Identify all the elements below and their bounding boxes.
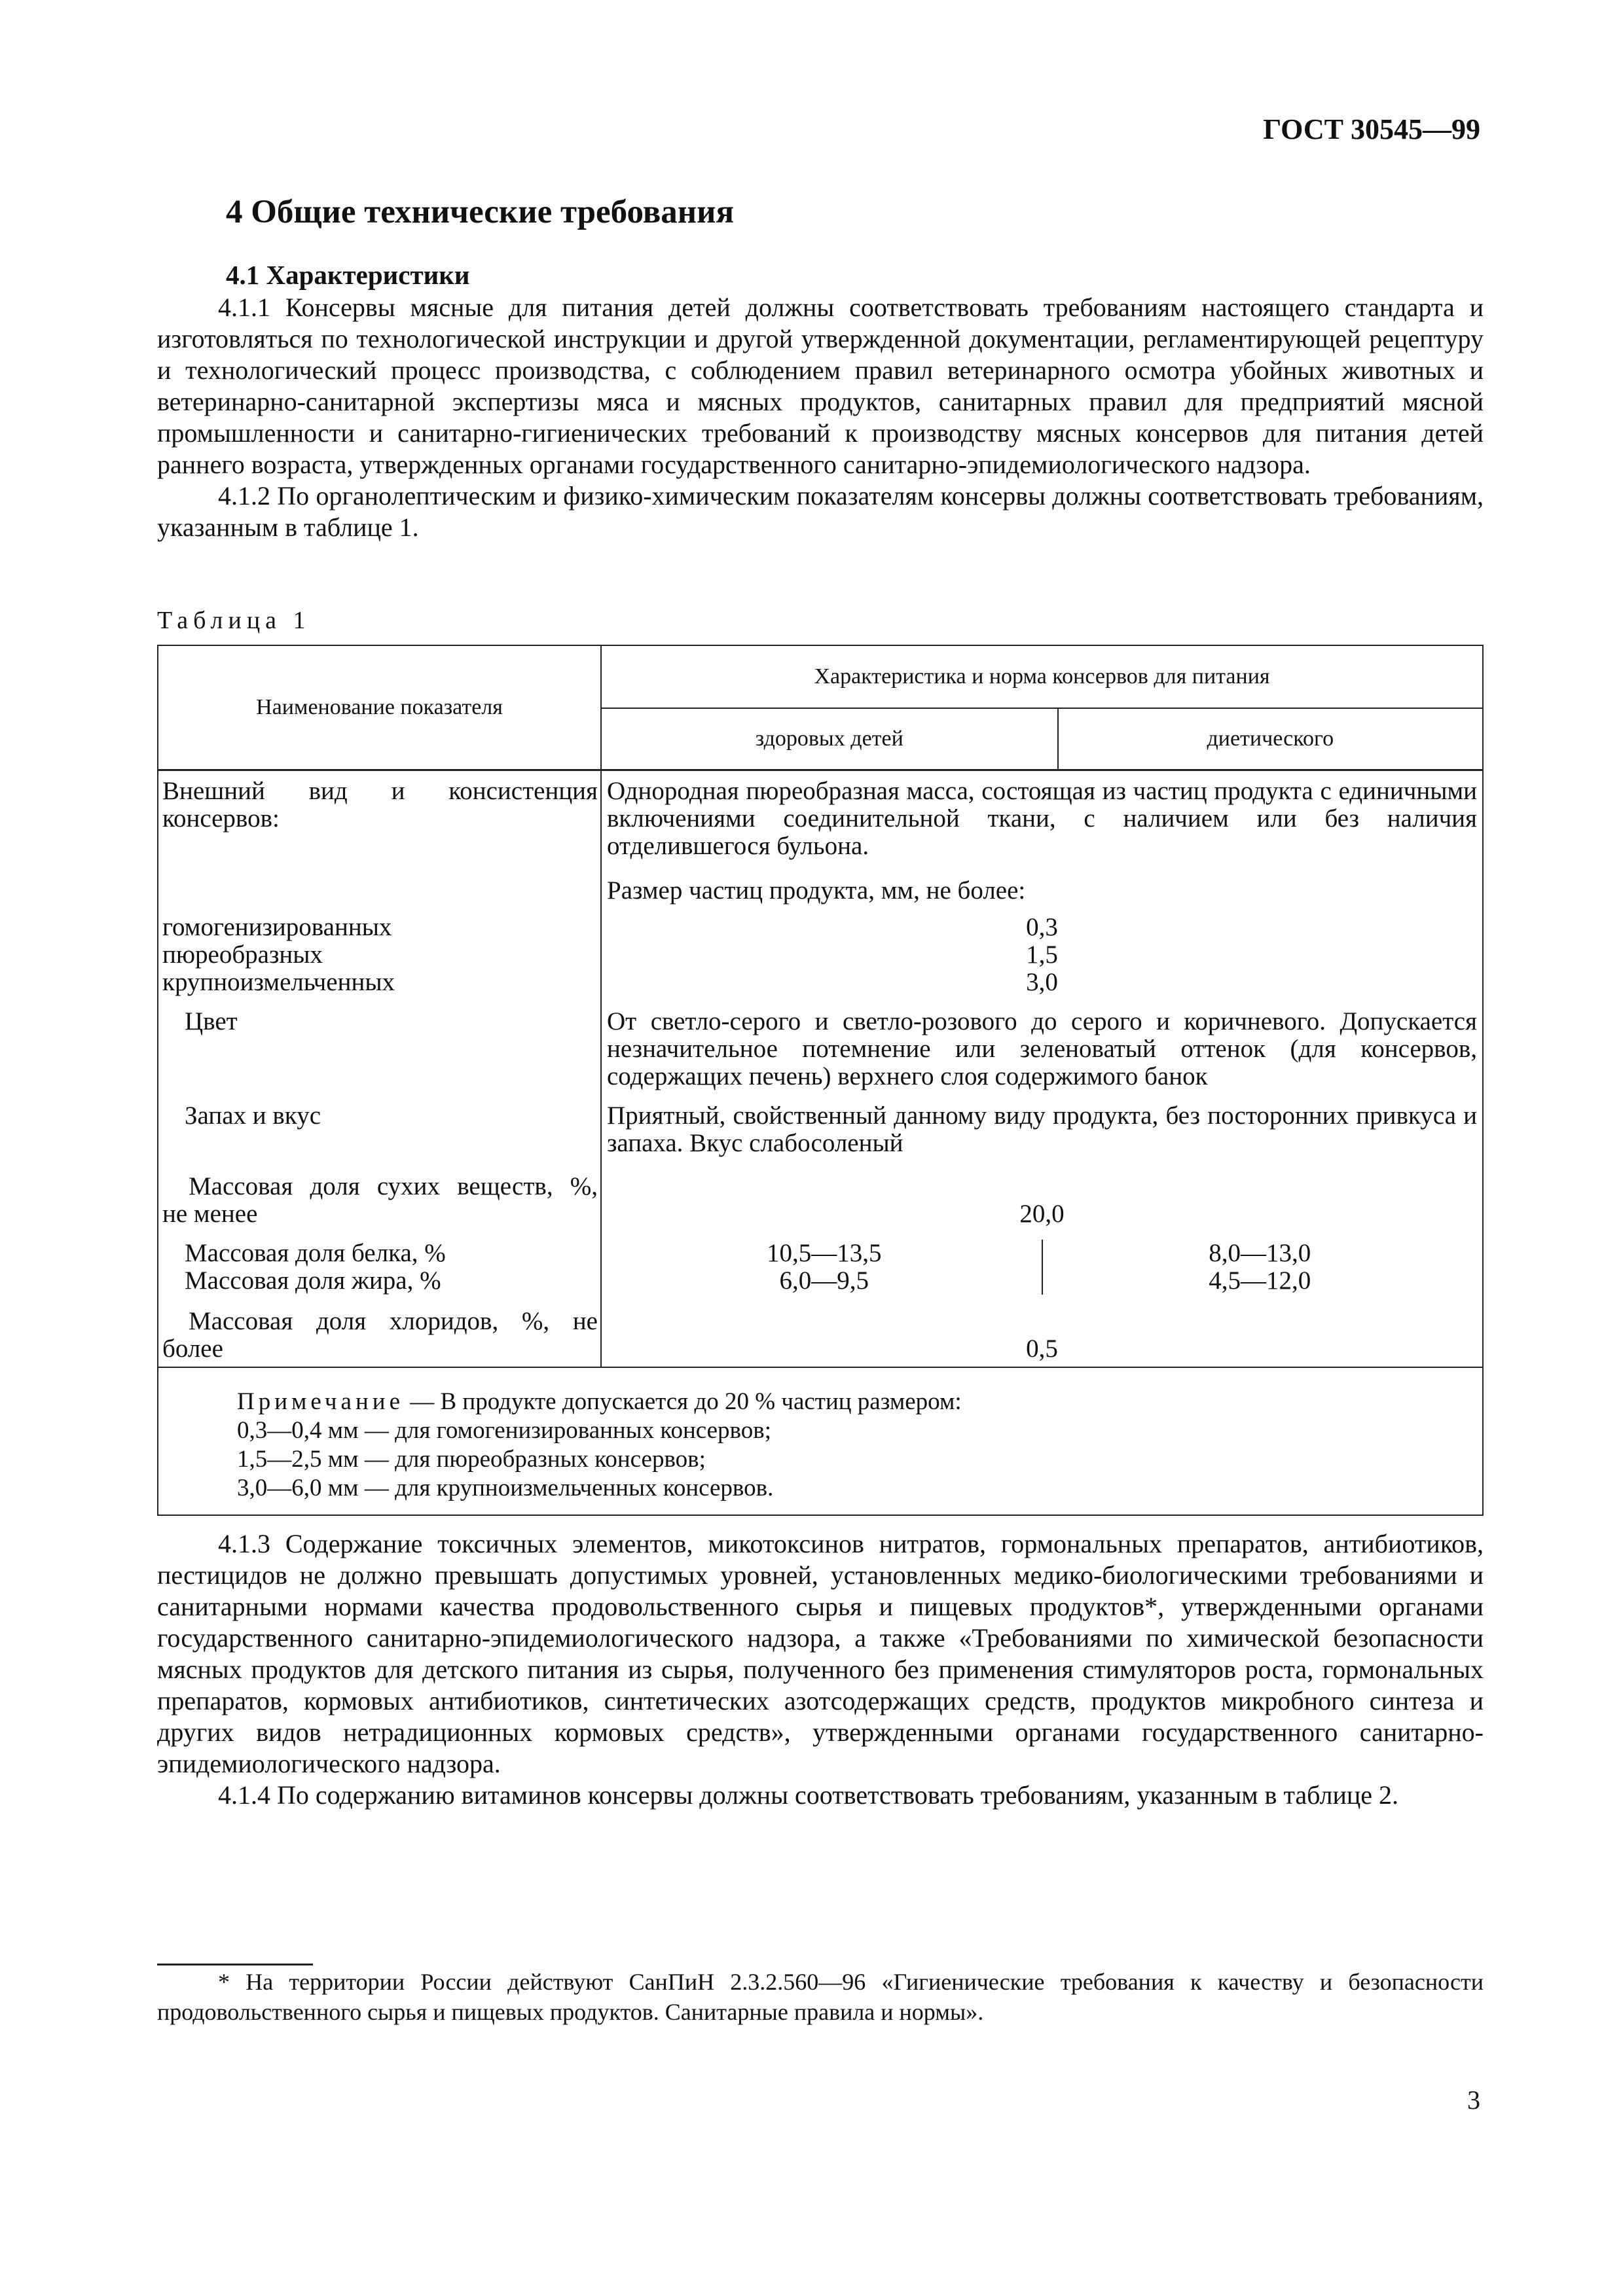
row-label-coarse: крупноизмельченных: [158, 969, 601, 996]
table-row: [158, 905, 1483, 941]
fat-healthy-value: 6,0—9,5: [779, 1266, 869, 1295]
intro-paragraphs: [157, 292, 1484, 543]
document-code: ГОСТ 30545—99: [1263, 113, 1480, 145]
row-label-puree: пюреобразных: [158, 941, 601, 969]
table-row: [158, 996, 1483, 1090]
row-label-dry-matter-line2: не менее: [162, 1200, 258, 1228]
table-note: [158, 1367, 1483, 1515]
row-label-homogenized: гомогенизированных: [158, 905, 601, 941]
note-title: Примечание: [237, 1388, 404, 1415]
section-title: 4 Общие технические требования: [226, 194, 735, 230]
table-row: [158, 1090, 1483, 1157]
subsection-title: 4.1 Характеристики: [226, 260, 470, 290]
table-row: [158, 770, 1483, 861]
row-value-homogenized: 0,3: [601, 905, 1483, 941]
protein-healthy-value: 10,5—13,5: [767, 1239, 882, 1267]
header-healthy-children: здоровых детей: [601, 708, 1058, 770]
row-value-taste: Приятный, свойственный данному виду продукта, без посторонних привкуса и запаха. Вкус слабосоленый: [601, 1090, 1483, 1157]
row-label-taste: Запах и вкус: [158, 1090, 601, 1157]
table-row: [158, 969, 1483, 996]
table-row: [158, 860, 1483, 905]
note-item-3: 3,0—6,0 мм — для крупноизмельченных консервов.: [237, 1475, 774, 1501]
body-paragraphs: [157, 1528, 1484, 1811]
row-value-chlorides: 0,5: [601, 1295, 1483, 1367]
row-value-coarse: 3,0: [601, 969, 1483, 996]
row-label-dry-matter-line1: Массовая доля сухих веществ, %,: [189, 1172, 598, 1200]
row-value-appearance: Однородная пюреобразная масса, состоящая из частиц продукта с единичными включениями соединительной ткани, с наличием или без наличия отделившегося бульона.: [601, 770, 1483, 861]
row-label-appearance: Внешний вид и консистенция консервов:: [158, 770, 601, 861]
table-row: [158, 1157, 1483, 1228]
table-row: [158, 941, 1483, 969]
protein-diet-value: 8,0—13,0: [1209, 1239, 1311, 1267]
row-label-protein: Массовая доля белка, %: [185, 1239, 446, 1267]
row-label-color: Цвет: [158, 996, 601, 1090]
footnote: * На территории России действуют СанПиН 2.3.2.560—96 «Гигиенические требования к качеству и безопасности продовольственного сырья и пищевых продуктов. Санитарные правила и нормы».: [157, 1969, 1484, 2025]
paragraph-4-1-2: 4.1.2 По органолептическим и физико-химическим показателям консервы должны соответствовать требованиям, указанным в таблице 1.: [157, 481, 1484, 542]
note-text: — В продукте допускается до 20 % частиц размером:: [404, 1388, 962, 1415]
table-row: [158, 1228, 1483, 1295]
row-label-dry-matter: [158, 1157, 601, 1228]
footnote-rule: [157, 1964, 313, 1965]
fat-diet-value: 4,5—12,0: [1209, 1266, 1311, 1295]
row-values-protein-fat: [601, 1228, 1483, 1295]
row-label-chlorides-line1: Массовая доля хлоридов, %, не: [189, 1307, 598, 1335]
row-label-protein-fat: [158, 1228, 601, 1295]
paragraph-4-1-4: 4.1.4 По содержанию витаминов консервы должны соответствовать требованиям, указанным в таблице 2.: [218, 1780, 1399, 1810]
note-item-2: 1,5—2,5 мм — для пюреобразных консервов;: [237, 1446, 706, 1473]
note-item-1: 0,3—0,4 мм — для гомогенизированных консервов;: [237, 1417, 772, 1444]
row-label-chlorides: [158, 1295, 601, 1367]
row-label-chlorides-line2: более: [162, 1335, 223, 1363]
paragraph-4-1-3: 4.1.3 Содержание токсичных элементов, микотоксинов нитратов, гормональных препаратов, антибиотиков, пестицидов не должно превышать допустимых уровней, установленных медико-биологическими требованиями и санитарными нормами качества продовольственного сырья и пищевых продуктов*, утвержденными органами государственного санитарно-эпидемиологического надзора, а также «Требованиями по химической безопасности мясных продуктов для детского питания из сырья, полученного без применения стимуляторов роста, гормональных препаратов, кормовых антибиотиков, синтетических азотсодержащих средств, продуктов микробного синтеза и других видов нетрадиционных кормовых средств», утвержденными органами государственного санитарно-эпидемиологического надзора.: [157, 1529, 1484, 1778]
header-indicator-name: Наименование показателя: [158, 645, 601, 770]
row-value-color: От светло-серого и светло-розового до серого и коричневого. Допускается незначительное потемнение или зеленоватый оттенок (для консервов, содержащих печень) верхнего слоя содержимого банок: [601, 996, 1483, 1090]
header-dietetic: диетического: [1058, 708, 1483, 770]
table-row: [158, 1295, 1483, 1367]
table-1: [157, 645, 1484, 1516]
row-value-dry-matter: 20,0: [601, 1157, 1483, 1228]
page-number: 3: [1467, 2085, 1480, 2115]
row-label-particle-size: Размер частиц продукта, мм, не более:: [601, 860, 1483, 905]
header-characteristic-group: Характеристика и норма консервов для питания: [601, 645, 1483, 708]
table-caption: Таблица 1: [157, 607, 311, 634]
row-value-puree: 1,5: [601, 941, 1483, 969]
row-label-fat: Массовая доля жира, %: [185, 1266, 441, 1295]
paragraph-4-1-1: 4.1.1 Консервы мясные для питания детей должны соответствовать требованиям настоящего стандарта и изготовляться по технологической инструкции и другой утвержденной документации, регламентирующей рецептуру и технологический процесс производства, с соблюдением правил ветеринарного осмотра убойных животных и ветеринарно-санитарной экспертизы мяса и мясных продуктов, санитарных правил для предприятий мясной промышленности и санитарно-гигиенических требований к производству мясных консервов для питания детей раннего возраста, утвержденных органами государственного санитарно-эпидемиологического надзора.: [157, 293, 1484, 479]
